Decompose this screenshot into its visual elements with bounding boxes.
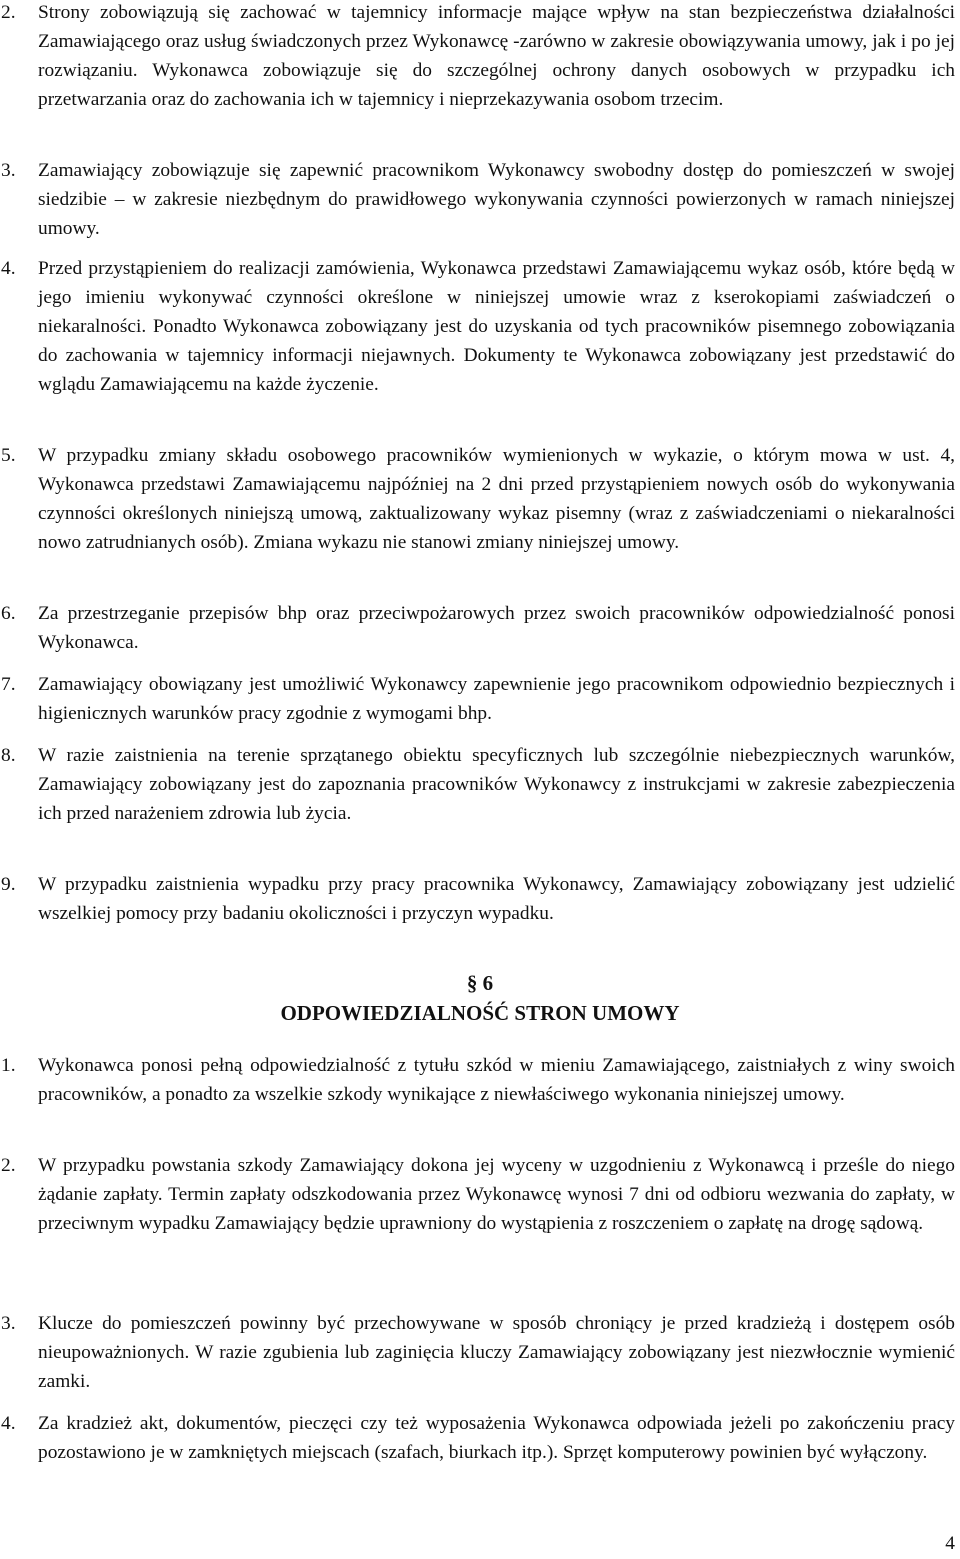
paragraph-number: 5.	[1, 445, 16, 466]
section-number: § 6	[466, 971, 494, 995]
paragraph-text: W razie zaistnienia na terenie sprzątanego obiektu specyficznych lub szczególnie niebezpiecznych warunków, Zamawiający zobowiązany jest do zapoznania pracowników Wykonawcy z instrukcjami w zakresie zabezpieczenia ich przed narażeniem zdrowia lub życia.	[38, 745, 955, 824]
paragraph-7	[0, 670, 960, 728]
paragraph-text: Strony zobowiązują się zachować w tajemnicy informacje mające wpływ na stan bezpieczeństwa działalności Zamawiającego oraz usług świadczonych przez Wykonawcę -zarówno w zakresie obowiązywania umowy, jak i po jej rozwiązaniu. Wykonawca zobowiązuje się do szczególnej ochrony danych osobowych w przypadku ich przetwarzania oraz do zachowania ich w tajemnicy i nieprzekazywania osobom trzecim.	[38, 2, 955, 110]
paragraph-number: 1.	[1, 1055, 16, 1076]
paragraph-5	[0, 441, 960, 557]
paragraph-3	[0, 1309, 960, 1396]
paragraph-2	[0, 0, 960, 114]
paragraph-text: W przypadku zmiany składu osobowego pracowników wymienionych w wykazie, o którym mowa w ust. 4, Wykonawca przedstawi Zamawiającemu najpóźniej na 2 dni przed przystąpieniem nowych osób do wykonywania czynności określonych niniejszą umową, zaktualizowany wykaz pisemny (wraz z zaświadczeniami o niekaralności nowo zatrudnianych osób). Zmiana wykazu nie stanowi zmiany niniejszej umowy.	[38, 445, 955, 553]
paragraph-9	[0, 870, 960, 928]
paragraph-number: 7.	[1, 674, 16, 695]
page-number: 4	[945, 1533, 955, 1554]
paragraph-6	[0, 599, 960, 657]
paragraph-text: W przypadku powstania szkody Zamawiający dokona jej wyceny w uzgodnieniu z Wykonawcą i prześle do niego żądanie zapłaty. Termin zapłaty odszkodowania przez Wykonawcę wynosi 7 dni od odbioru wezwania do zapłaty, w przeciwnym wypadku Zamawiający będzie uprawniony do wystąpienia z roszczeniem o zapłatę na drogę sądową.	[38, 1155, 955, 1234]
paragraph-text: Wykonawca ponosi pełną odpowiedzialność z tytułu szkód w mieniu Zamawiającego, zaistniałych z winy swoich pracowników, a ponadto za wszelkie szkody wynikające z niewłaściwego wykonania niniejszej umowy.	[38, 1055, 955, 1105]
paragraph-number: 2.	[1, 1155, 16, 1176]
paragraph-number: 6.	[1, 603, 16, 624]
paragraph-number: 4.	[1, 258, 16, 279]
paragraph-text: Za kradzież akt, dokumentów, pieczęci czy też wyposażenia Wykonawca odpowiada jeżeli po zakończeniu pracy pozostawiono je w zamkniętych miejscach (szafach, biurkach itp.). Sprzęt komputerowy powinien być wyłączony.	[38, 1413, 955, 1463]
paragraph-4	[0, 1409, 960, 1467]
paragraph-text: W przypadku zaistnienia wypadku przy pracy pracownika Wykonawcy, Zamawiający zobowiązany jest udzielić wszelkiej pomocy przy badaniu okoliczności i przyczyn wypadku.	[38, 874, 955, 924]
paragraph-8	[0, 741, 960, 828]
section-title: ODPOWIEDZIALNOŚĆ STRON UMOWY	[280, 1001, 680, 1025]
paragraph-text: Przed przystąpieniem do realizacji zamówienia, Wykonawca przedstawi Zamawiającemu wykaz osób, które będą w jego imieniu wykonywać czynności określone w niniejszej umowie wraz z kserokopiami zaświadczeń o niekaralności. Ponadto Wykonawca zobowiązany jest do uzyskania od tych pracowników pisemnego zobowiązania do zachowania w tajemnicy informacji niejawnych. Dokumenty te Wykonawca zobowiązany jest przedstawić do wglądu Zamawiającemu na każde życzenie.	[38, 258, 955, 395]
paragraph-4	[0, 254, 960, 399]
paragraph-text: Klucze do pomieszczeń powinny być przechowywane w sposób chroniący je przed kradzieżą i dostępem osób nieupoważnionych. W razie zgubienia lub zaginięcia kluczy Zamawiający zobowiązany jest niezwłocznie wymienić zamki.	[38, 1313, 955, 1392]
paragraph-number: 3.	[1, 1313, 16, 1334]
paragraph-3	[0, 156, 960, 243]
paragraph-number: 8.	[1, 745, 16, 766]
paragraph-number: 9.	[1, 874, 16, 895]
paragraph-text: Zamawiający obowiązany jest umożliwić Wykonawcy zapewnienie jego pracownikom odpowiednio bezpiecznych i higienicznych warunków pracy zgodnie z wymogami bhp.	[38, 674, 955, 724]
paragraph-number: 4.	[1, 1413, 16, 1434]
paragraph-number: 2.	[1, 2, 16, 23]
paragraph-2	[0, 1151, 960, 1238]
paragraph-number: 3.	[1, 160, 16, 181]
paragraph-text: Za przestrzeganie przepisów bhp oraz przeciwpożarowych przez swoich pracowników odpowiedzialność ponosi Wykonawca.	[38, 603, 955, 653]
paragraph-1	[0, 1051, 960, 1109]
paragraph-text: Zamawiający zobowiązuje się zapewnić pracownikom Wykonawcy swobodny dostęp do pomieszczeń w swojej siedzibie – w zakresie niezbędnym do prawidłowego wykonywania czynności powierzonych w ramach niniejszej umowy.	[38, 160, 955, 239]
